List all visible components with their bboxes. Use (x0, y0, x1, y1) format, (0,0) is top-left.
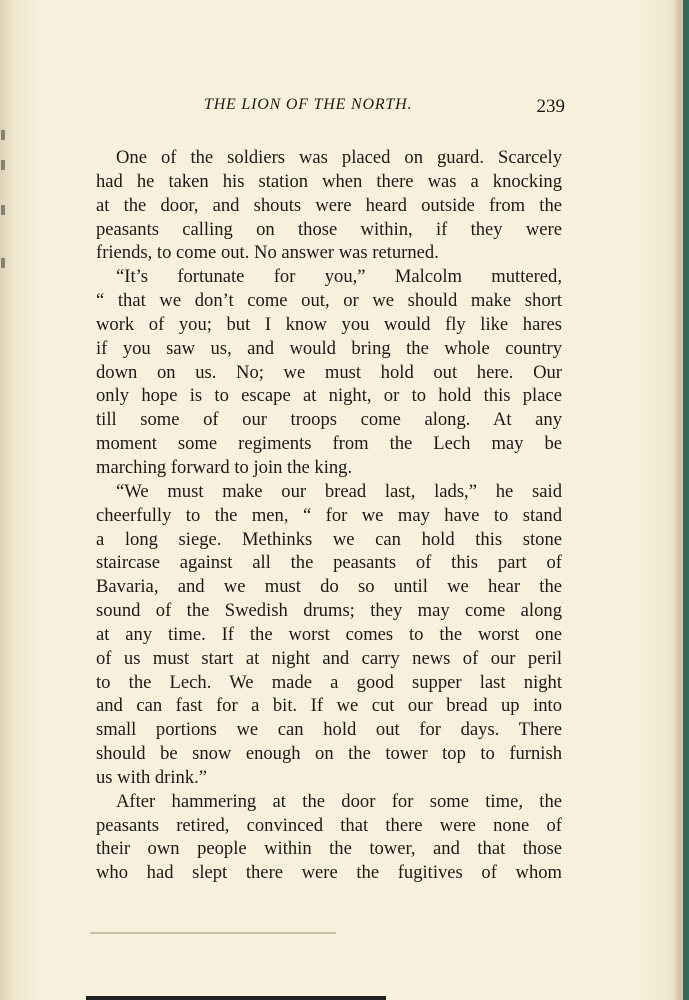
text-line: a long siege. Methinks we can hold this stone (96, 528, 562, 550)
book-spine-edge (683, 0, 689, 1000)
text-line: work of you; but I know you would fly like hares (96, 313, 562, 335)
text-line: cheerfully to the men, “ for we may have to stand (96, 504, 562, 526)
text-line: “It’s fortunate for you,” Malcolm muttered, (116, 266, 562, 288)
text-line: sound of the Swedish drums; they may come along (96, 600, 562, 622)
text-line: had he taken his station when there was a knocking (96, 170, 562, 192)
text-line: and can fast for a bit. If we cut our bread up into (96, 695, 562, 717)
text-line: “ that we don’t come out, or we should make short (96, 290, 562, 312)
text-line: marching forward to join the king. (96, 456, 353, 478)
body-text (96, 146, 562, 885)
text-line: “We must make our bread last, lads,” he said (116, 480, 562, 502)
text-line: moment some regiments from the Lech may be (96, 433, 562, 455)
text-line: only hope is to escape at night, or to hold this place (96, 385, 562, 407)
text-line: One of the soldiers was placed on guard. Scarcely (116, 147, 562, 168)
text-line: if you saw us, and would bring the whole country (96, 337, 562, 359)
page-number: 239 (536, 96, 565, 117)
text-line: Bavaria, and we must do so until we hear the (96, 576, 562, 598)
text-line: to the Lech. We made a good supper last night (96, 671, 562, 693)
page-header (180, 96, 565, 120)
text-line: friends, to come out. No answer was returned. (96, 242, 439, 264)
text-line: their own people within the tower, and that those (96, 838, 562, 860)
text-line: After hammering at the door for some time, the (116, 790, 562, 812)
text-line: peasants calling on those within, if they were (96, 218, 562, 240)
text-line: us with drink.” (96, 766, 208, 788)
text-line: at the door, and shouts were heard outside from the (96, 194, 562, 216)
text-line: small portions we can hold out for days. There (96, 719, 562, 741)
margin-marks (0, 130, 12, 270)
text-line: who had slept there were the fugitives of whom (96, 862, 562, 884)
text-line: till some of our troops come along. At any (96, 409, 562, 431)
running-title: THE LION OF THE NORTH. (204, 96, 413, 113)
page-edge-shadow (86, 996, 386, 1000)
text-line: at any time. If the worst comes to the worst one (96, 623, 562, 645)
text-line: down on us. No; we must hold out here. Our (96, 361, 562, 383)
text-line: of us must start at night and carry news of our peril (96, 647, 562, 669)
text-line: staircase against all the peasants of this part of (96, 552, 562, 574)
page-smudge (90, 932, 336, 934)
text-line: peasants retired, convinced that there were none of (96, 814, 562, 836)
text-line: should be snow enough on the tower top to furnish (96, 743, 562, 765)
